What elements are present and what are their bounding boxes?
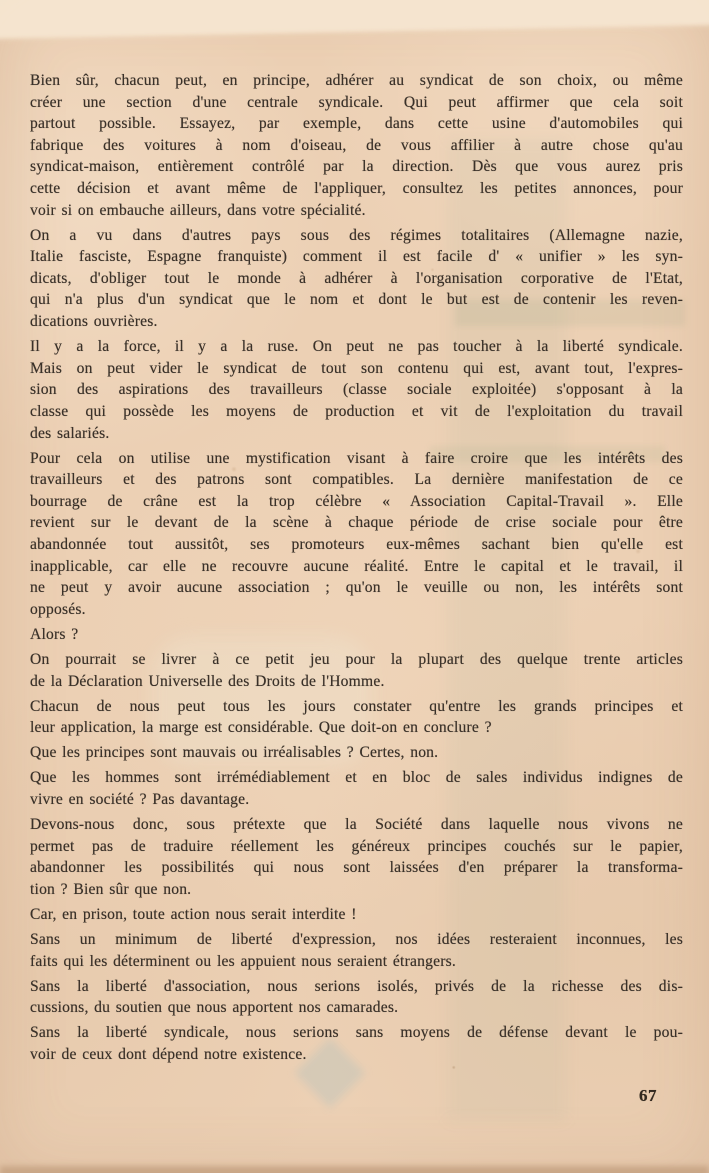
paragraph: [30, 742, 683, 764]
text-line: opposés.: [30, 600, 86, 618]
text-line: dicats, d'obliger tout le monde à adhérer à l'organisation corporative de l'Etat,: [30, 269, 683, 287]
paragraph: [30, 448, 683, 621]
text-line: classe qui possède les moyens de production et vit de l'exploitation du travail: [30, 402, 683, 420]
paragraph: [30, 976, 683, 1019]
text-line: On a vu dans d'autres pays sous des régimes totalitaires (Allemagne nazie,: [30, 226, 683, 244]
text-line: de la Déclaration Universelle des Droits de l'Homme.: [30, 672, 385, 690]
text-line: faits qui les déterminent ou les appuient nous seraient étrangers.: [30, 952, 456, 970]
text-line: abandonner les possibilités qui nous sont laissées d'en préparer la transforma-: [30, 859, 683, 877]
paragraph: [30, 767, 683, 810]
text-line: revient sur le devant de la scène à chaque période de crise sociale pour être: [30, 514, 683, 532]
text-line: Italie fasciste, Espagne franquiste) comment il est facile d' « unifier » les syn-: [30, 248, 683, 266]
text-line: Que les principes sont mauvais ou irréalisables ? Certes, non.: [30, 744, 439, 762]
paragraph: [30, 70, 683, 221]
text-line: Alors ?: [30, 625, 79, 643]
paragraph: [30, 225, 683, 333]
text-line: Sans un minimum de liberté d'expression, nos idées resteraient inconnues, les: [30, 931, 683, 949]
paragraph: [30, 1022, 683, 1065]
page-bottom-edge: [0, 1166, 709, 1173]
text-line: Car, en prison, toute action nous serait interdite !: [30, 905, 357, 923]
text-line: Bien sûr, chacun peut, en principe, adhérer au syndicat de son choix, ou même: [30, 72, 683, 89]
text-line: Pour cela on utilise une mystification visant à faire croire que les intérêts des: [30, 449, 683, 467]
paragraph: [30, 814, 683, 900]
text-line: des salariés.: [30, 424, 110, 442]
text-line: tion ? Bien sûr que non.: [30, 880, 192, 898]
text-line: dications ouvrières.: [30, 313, 158, 331]
paragraph: [30, 649, 683, 692]
text-line: leur application, la marge est considérable. Que doit-on en conclure ?: [30, 719, 492, 737]
text-line: Mais on peut vider le syndicat de tout son contenu qui est, avant tout, l'expres-: [30, 359, 683, 377]
text-line: On pourrait se livrer à ce petit jeu pour la plupart des quelque trente articles: [30, 650, 683, 668]
page-top-edge: [0, 0, 709, 39]
text-line: voir de ceux dont dépend notre existence.: [30, 1046, 307, 1064]
text-line: partout possible. Essayez, par exemple, dans cette usine d'automobiles qui: [30, 115, 683, 133]
paragraph: [30, 904, 683, 926]
paragraph: [30, 624, 683, 646]
paragraph: [30, 336, 683, 444]
text-line: sion des aspirations des travailleurs (classe sociale exploitée) s'opposant à la: [30, 381, 683, 399]
text-line: Sans la liberté d'association, nous serions isolés, privés de la richesse des dis-: [30, 977, 683, 995]
text-line: ne peut y avoir aucune association ; qu'on le veuille ou non, les intérêts sont: [30, 579, 683, 597]
text-line: inapplicable, car elle ne recouvre aucune réalité. Entre le capital et le travail, il: [30, 557, 683, 575]
paragraph: [30, 929, 683, 972]
text-line: vivre en société ? Pas davantage.: [30, 791, 250, 808]
text-line: cussions, du soutien que nous apportent nos camarades.: [30, 999, 399, 1017]
text-line: qui n'a plus d'un syndicat que le nom et dont le but est de contenir les reven-: [30, 291, 683, 309]
paragraph: [30, 696, 683, 739]
text-line: Sans la liberté syndicale, nous serions sans moyens de défense devant le pou-: [30, 1024, 683, 1042]
text-line: Que les hommes sont irrémédiablement et en bloc de sales individus indignes de: [30, 769, 683, 787]
text-line: permet pas de traduire réellement les généreux principes couchés sur le papier,: [30, 837, 683, 855]
text-line: fabrique des voitures à nom d'oiseau, de vous affilier à autre chose qu'au: [30, 136, 683, 154]
page-number: 67: [639, 1086, 657, 1105]
text-line: voir si on embauche ailleurs, dans votre spécialité.: [30, 201, 366, 219]
text-line: Devons-nous donc, sous prétexte que la Société dans laquelle nous vivons ne: [30, 816, 683, 834]
text-line: créer une section d'une centrale syndicale. Qui peut affirmer que cela soit: [30, 93, 683, 111]
text-line: Chacun de nous peut tous les jours constater qu'entre les grands principes et: [30, 697, 683, 715]
text-line: Il y a la force, il y a la ruse. On peut ne pas toucher à la liberté syndicale.: [30, 338, 683, 356]
text-line: cette décision et avant même de l'appliquer, consultez les petites annonces, pour: [30, 179, 683, 197]
text-line: bourrage de crâne est la trop célèbre « Association Capital-Travail ». Elle: [30, 492, 683, 510]
text-line: abandonnée tout aussitôt, ses promoteurs eux-mêmes sachant bien qu'elle est: [30, 535, 683, 553]
page-text: [30, 70, 683, 1069]
text-line: travailleurs et des patrons sont compatibles. La dernière manifestation de ce: [30, 471, 683, 489]
text-line: syndicat-maison, entièrement contrôlé par la direction. Dès que vous aurez pris: [30, 158, 683, 176]
